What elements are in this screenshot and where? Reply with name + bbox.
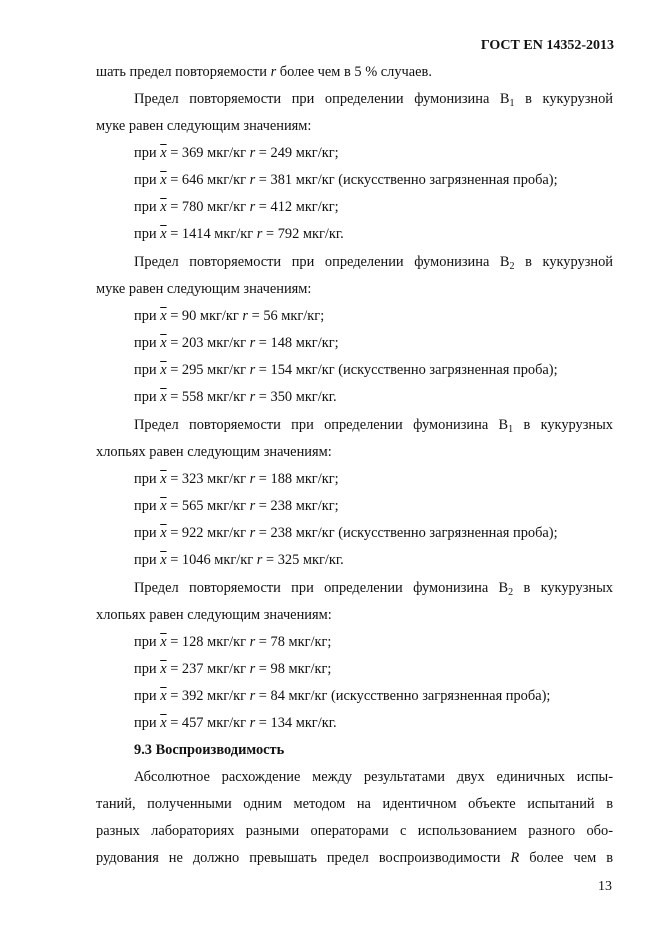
block1-intro-cont: муке равен следующим значениям: (96, 118, 312, 134)
standard-header: ГОСТ EN 14352-2013 (480, 38, 614, 53)
block2-intro: Предел повторяемости при определении фумонизина $B_2$ в кукурузной (134, 254, 613, 272)
block3-intro-cont: хлопьях равен следующим значениям: (96, 444, 332, 460)
page-number: 13 (598, 879, 612, 894)
block2-intro-cont: муке равен следующим значениям: (96, 281, 312, 297)
block1-row2: при $\overline{x} = 646$ мкг/кг r = 381 мкг/кг (искусственно загрязненная проба); (134, 172, 558, 188)
section-heading: 9.3 Воспроизводимость (134, 742, 285, 758)
lead-line: шать предел повторяемости r более чем в 5 % случаев. (96, 64, 432, 80)
final-para-line1: Абсолютное расхождение между результатами двух единичных испы- (134, 769, 613, 785)
block2-row4: при $\overline{x} = 558$ мкг/кг r = 350 мкг/кг. (134, 389, 337, 405)
block2-row1: при $\overline{x} = 90$ мкг/кг r = 56 мкг/кг; (134, 308, 325, 324)
block2-row3: при $\overline{x} = 295$ мкг/кг r = 154 мкг/кг (искусственно загрязненная проба); (134, 362, 558, 378)
block4-intro-cont: хлопьях равен следующим значениям: (96, 607, 332, 623)
final-para-line4: рудования не должно превышать предел воспроизводимости R более чем в (96, 850, 613, 866)
block4-row3: при $\overline{x} = 392$ мкг/кг r = 84 мкг/кг (искусственно загрязненная проба); (134, 688, 551, 704)
block4-intro: Предел повторяемости при определении фумонизина $B_2$ в кукурузных (134, 580, 613, 598)
final-para-line3: разных лабораториях разными операторами с использованием разного обо- (96, 823, 613, 839)
block3-row2: при $\overline{x} = 565$ мкг/кг r = 238 мкг/кг; (134, 498, 339, 514)
block3-row3: при $\overline{x} = 922$ мкг/кг r = 238 мкг/кг (искусственно загрязненная проба); (134, 525, 558, 541)
block1-row3: при $\overline{x} = 780$ мкг/кг r = 412 мкг/кг; (134, 199, 339, 215)
block1-row4: при $\overline{x} = 1414$ мкг/кг r = 792 мкг/кг. (134, 226, 344, 242)
block3-row1: при $\overline{x} = 323$ мкг/кг r = 188 мкг/кг; (134, 471, 339, 487)
block3-row4: при $\overline{x} = 1046$ мкг/кг r = 325 мкг/кг. (134, 552, 344, 568)
block4-row4: при $\overline{x} = 457$ мкг/кг r = 134 мкг/кг. (134, 715, 337, 731)
block4-row1: при $\overline{x} = 128$ мкг/кг r = 78 мкг/кг; (134, 634, 332, 650)
block1-intro: Предел повторяемости при определении фумонизина $B_1$ в кукурузной (134, 91, 613, 109)
block4-row2: при $\overline{x} = 237$ мкг/кг r = 98 мкг/кг; (134, 661, 332, 677)
block2-row2: при $\overline{x} = 203$ мкг/кг r = 148 мкг/кг; (134, 335, 339, 351)
final-para-line2: таний, полученными одним методом на идентичном объекте испытаний в (96, 796, 613, 812)
block1-row1: при $\overline{x} = 369$ мкг/кг r = 249 мкг/кг; (134, 145, 339, 161)
block3-intro: Предел повторяемости при определении фумонизина $B_1$ в кукурузных (134, 417, 613, 435)
